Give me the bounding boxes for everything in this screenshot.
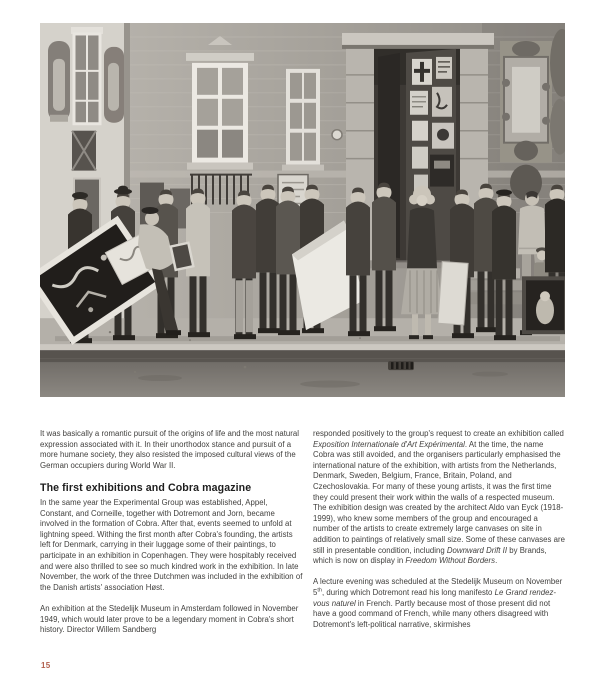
ordinal-superscript: th: [317, 587, 322, 594]
exhibition-title-italic: Freedom Without Borders: [405, 556, 496, 566]
left-paragraph-1-text: In the same year the Experimental Group was established, Appel, Constant, and Corneille, together with Dotremont and Jorn, became involved in the formation of Cobra. After that, events seemed to unfold at lightning speed. Withing the first month after Cobra's founding, the artists left for Denmark, carrying in their luggage some of their paintings, to participate in an exhibition in Copenhagen. They were hospitably received and were also thrilled to see so much kindred work in the exhibition. In late November, the work of the three Dutchmen was included in the exhibition of the Danish artists' association Høst.: [40, 497, 303, 592]
photo-illustration: [40, 23, 565, 397]
intro-text: It was basically a romantic pursuit of the origins of life and the most natural expression associated with it. In their unorthodox stance and pursuit of a more humane society, they also resisted the imposed cultural views of the German occupiers during World War II.: [40, 429, 300, 470]
segment-text: by Brands, which is now on display in: [313, 545, 547, 566]
left-column: [40, 429, 303, 646]
intro-paragraph: [40, 429, 303, 471]
exhibition-title-italic: Exposition Internationale d'Art Expérimental: [313, 439, 465, 449]
manifesto-title-italic: Le Grand rendez-vous naturel: [313, 587, 557, 608]
page-number: 15: [41, 661, 51, 670]
right-paragraph-2: [313, 577, 566, 630]
artwork-title-italic: Downward Drift II: [446, 545, 508, 555]
left-paragraph-2-text: An exhibition at the Stedelijk Museum in Amsterdam followed in November 1949, which would later prove to be a legendary moment in Cobra's short history. Director Willem Sandberg: [40, 603, 299, 635]
segment-text: responded positively to the group's request to create an exhibition called: [313, 429, 564, 438]
left-paragraph-1: [40, 498, 303, 593]
right-column: [313, 429, 566, 641]
segment-text: . At the time, the name Cobra was still avoided, and the organisers particularly emphasised the international nature of the exhibition, with artists from the Netherlands, Denmark, Sweden, Belgium, France, Britain, Poland, and Czechoslovakia. For many of these young artists, it was the first time they could present their work within the walls of a respected museum. The exhibition design was created by the architect Aldo van Eyck (1918-1999), who knew some members of the group and encouraged a number of the artists to create extremely large canvases on site in addition to paintings of relatively small size. Some of these canvases are still in presentable condition, including: [313, 439, 565, 555]
right-paragraph-1: [313, 429, 566, 567]
exhibition-photograph: [40, 23, 565, 397]
left-paragraph-2: [40, 604, 303, 636]
segment-text: .: [495, 556, 498, 566]
segment-text: in French. Partly because most of those present did not have a good command of French, while many others disagreed with Dotremont's left-political narrative, skirmishes: [313, 598, 551, 629]
segment-text: A lecture evening was scheduled at the Stedelijk Museum on November 5: [313, 577, 563, 597]
section-heading: The first exhibitions and Cobra magazine: [40, 481, 252, 494]
segment-text: , during which Dotremont read his long manifesto: [322, 587, 495, 597]
